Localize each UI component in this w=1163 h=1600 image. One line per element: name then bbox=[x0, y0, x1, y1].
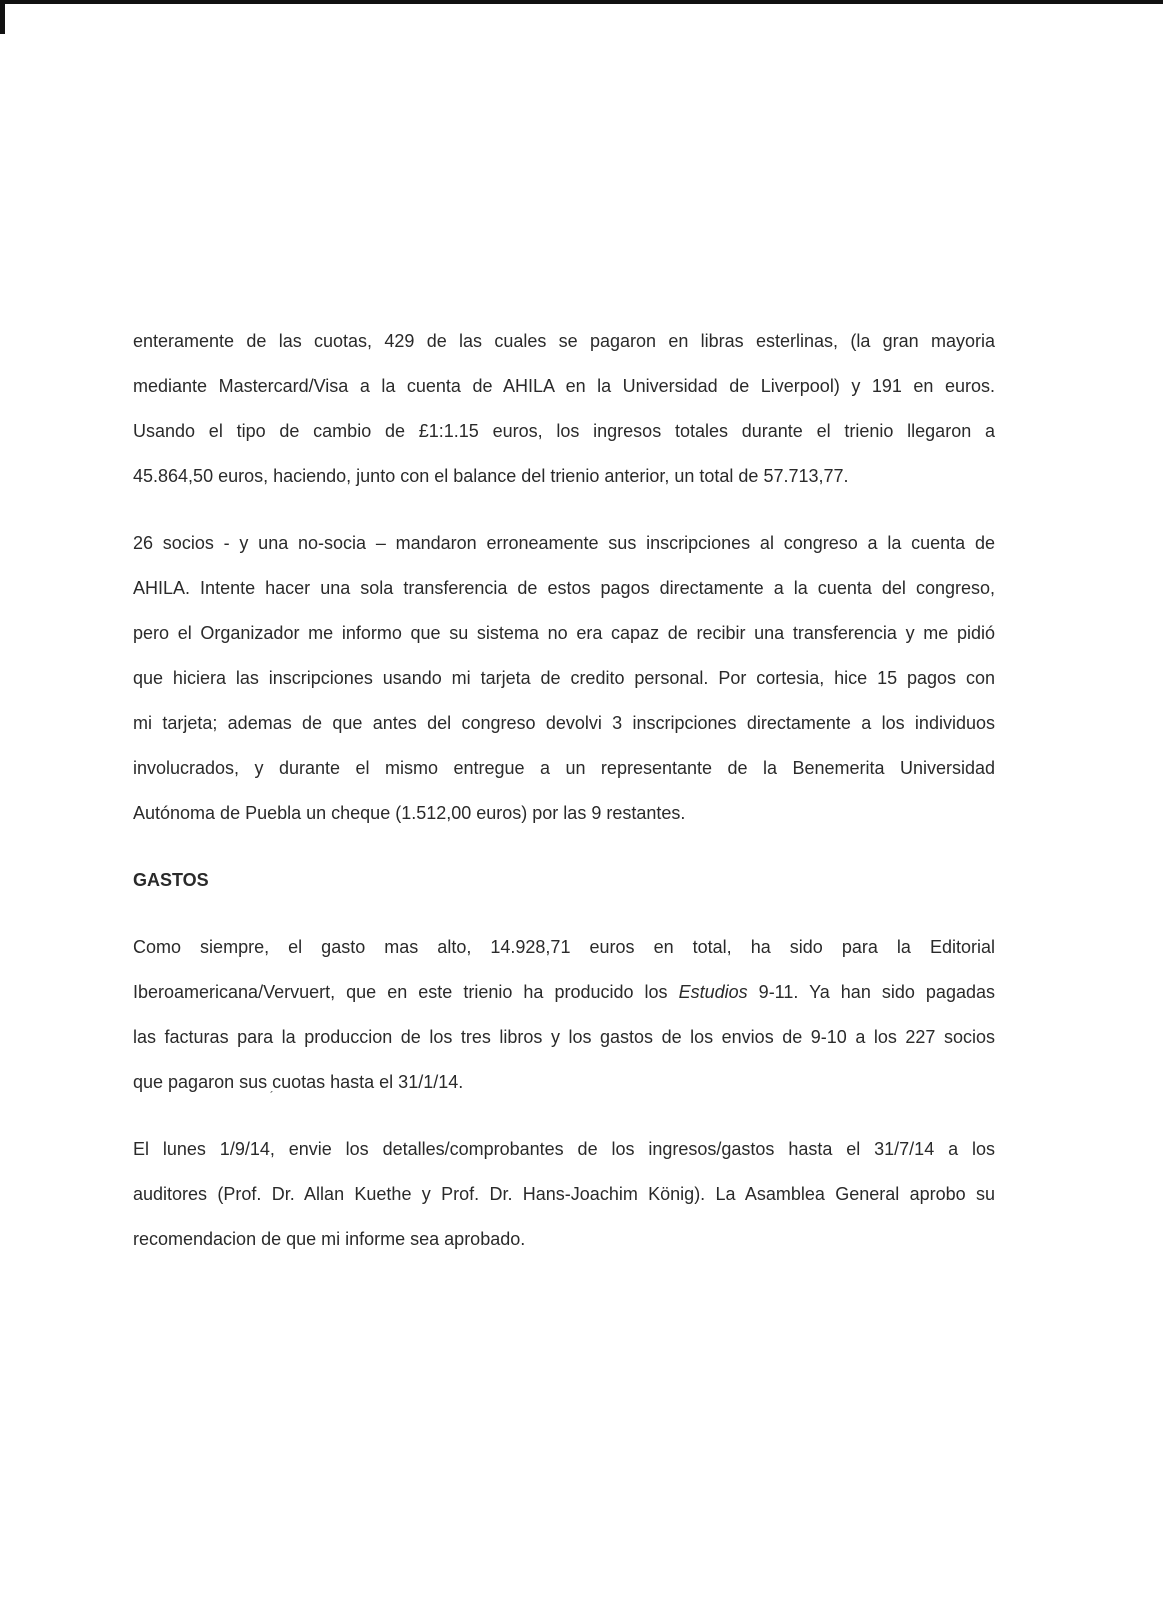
scan-top-border bbox=[0, 0, 1163, 4]
document-body bbox=[133, 319, 995, 1262]
text-line-with-italic bbox=[133, 970, 995, 1015]
text-line: 26 socios - y una no-socia – mandaron erroneamente sus inscripciones al congreso a la cuenta de bbox=[133, 533, 995, 553]
text-line: pero el Organizador me informo que su sistema no era capaz de recibir una transferencia y me pidió bbox=[133, 623, 995, 643]
text-line: AHILA. Intente hacer una sola transferencia de estos pagos directamente a la cuenta del congreso, bbox=[133, 578, 995, 598]
scan-speck: ˊ bbox=[269, 1088, 274, 1104]
text-line: Como siempre, el gasto mas alto, 14.928,71 euros en total, ha sido para la Editorial bbox=[133, 937, 995, 957]
scan-left-border bbox=[0, 0, 5, 34]
paragraph-income bbox=[133, 319, 995, 499]
italic-title: Estudios bbox=[678, 982, 748, 1002]
text-line: Usando el tipo de cambio de £1:1.15 euros, los ingresos totales durante el trienio llegaron a bbox=[133, 421, 995, 441]
text-line: mediante Mastercard/Visa a la cuenta de AHILA en la Universidad de Liverpool) y 191 en euros. bbox=[133, 376, 995, 396]
text-line: involucrados, y durante el mismo entregue a un representante de la Benemerita Universidad bbox=[133, 758, 995, 778]
text-line: auditores (Prof. Dr. Allan Kuethe y Prof. Dr. Hans-Joachim König). La Asamblea General aprobo su bbox=[133, 1184, 995, 1204]
text-line: 45.864,50 euros, haciendo, junto con el balance del trienio anterior, un total de 57.713,77. bbox=[133, 466, 849, 486]
text-segment: Iberoamericana/Vervuert, que en este trienio ha producido los bbox=[133, 982, 679, 1002]
text-line: Autónoma de Puebla un cheque (1.512,00 euros) por las 9 restantes. bbox=[133, 803, 686, 823]
text-line: que hiciera las inscripciones usando mi tarjeta de credito personal. Por cortesia, hice 15 pagos con bbox=[133, 668, 995, 688]
section-heading-gastos: GASTOS bbox=[133, 870, 209, 890]
paragraph-auditors bbox=[133, 1127, 995, 1262]
text-line: enteramente de las cuotas, 429 de las cuales se pagaron en libras esterlinas, (la gran mayoria bbox=[133, 331, 995, 351]
paragraph-expenses bbox=[133, 925, 995, 1105]
text-line: mi tarjeta; ademas de que antes del congreso devolvi 3 inscripciones directamente a los individuos bbox=[133, 713, 995, 733]
text-line: El lunes 1/9/14, envie los detalles/comprobantes de los ingresos/gastos hasta el 31/7/14 a los bbox=[133, 1139, 995, 1159]
paragraph-registrations bbox=[133, 521, 995, 836]
text-line: recomendacion de que mi informe sea aprobado. bbox=[133, 1229, 526, 1249]
text-line: que pagaron sus cuotas hasta el 31/1/14. bbox=[133, 1072, 464, 1092]
text-line: las facturas para la produccion de los tres libros y los gastos de los envios de 9-10 a los 227 socios bbox=[133, 1027, 995, 1047]
text-segment: 9-11. Ya han sido pagadas bbox=[747, 982, 995, 1002]
